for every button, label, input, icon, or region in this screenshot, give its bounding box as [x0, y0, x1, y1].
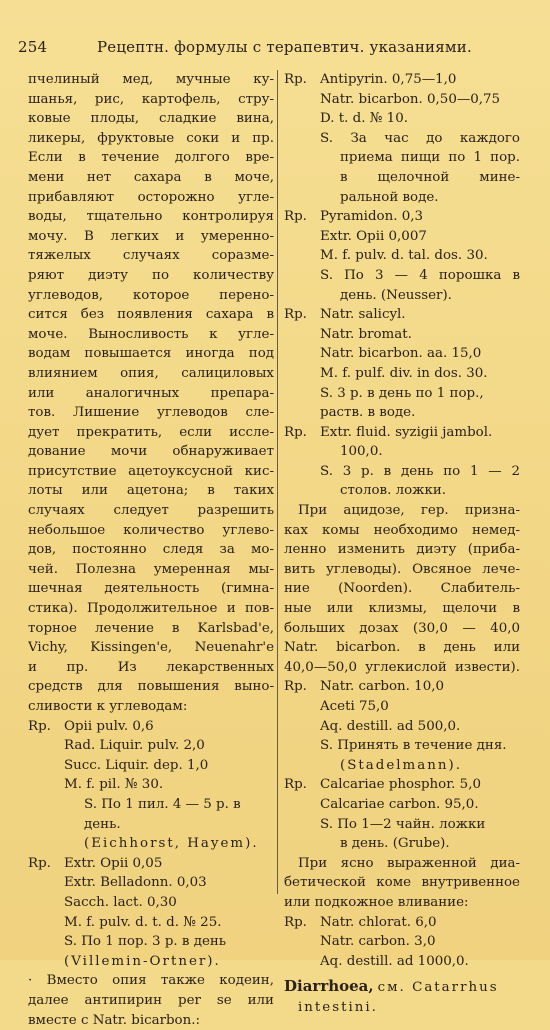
line-text: Aceti 75,0 [320, 699, 389, 714]
text-line [284, 619, 520, 639]
line-text: Natr. bicarbon. 0,50—0,75 [320, 92, 500, 107]
text-line [28, 579, 274, 599]
line-text: Succ. Liquir. dep. 1,0 [64, 758, 208, 773]
text-line [28, 364, 274, 384]
line-text: · Вместо опия также кодеин, [28, 973, 274, 988]
text-line [284, 148, 520, 168]
line-text: S. По 1 пор. 3 р. в день [64, 934, 226, 949]
line-text: Antipyrin. 0,75—1,0 [320, 72, 456, 87]
line-text: S. За час до каждого [320, 131, 520, 146]
line-text: приема пищи по 1 пор. [340, 150, 520, 165]
line-text: ленно изменить диэту (приба- [284, 542, 520, 557]
rp-marker: Rp. [284, 207, 320, 227]
text-line [28, 854, 274, 874]
line-text: шанья, рис, картофель, стру- [28, 92, 274, 107]
line-text: больших дозах (30,0 — 40,0 [284, 621, 520, 636]
line-text: лоты или ацетона; в таких [28, 483, 274, 498]
line-text: S. Принять в течение дня. [320, 738, 507, 753]
line-text: или аналогичных препара- [28, 386, 274, 401]
text-line [284, 70, 520, 90]
text-line [284, 207, 520, 227]
line-text: день. (Neusser). [340, 288, 452, 303]
text-line [284, 325, 520, 345]
text-line [28, 266, 274, 286]
line-text: вместе с Natr. bicarbon.: [28, 1013, 200, 1028]
text-line [284, 246, 520, 266]
text-line [284, 717, 520, 737]
left-column [28, 70, 274, 1030]
text-line [28, 246, 274, 266]
line-text: При ясно выраженной диа- [298, 856, 520, 871]
line-text: Vichy, Kissingen'e, Neuenahr'e [28, 640, 274, 655]
line-text: Pyramidon. 0,3 [320, 209, 423, 224]
text-line [284, 344, 520, 364]
line-text: или подкожное вливание: [284, 895, 469, 910]
text-line [28, 913, 274, 933]
text-line [284, 638, 520, 658]
text-line [28, 932, 274, 952]
text-line [28, 384, 274, 404]
text-line [28, 462, 274, 482]
text-line [28, 697, 274, 717]
text-line [28, 90, 274, 110]
text-line [284, 266, 520, 286]
text-line [284, 658, 520, 678]
entry-reference-continued: intestini. [284, 998, 520, 1018]
line-text: моче. Выносливость к угле- [28, 327, 274, 342]
text-line [284, 854, 520, 874]
text-line [28, 736, 274, 756]
text-line [284, 560, 520, 580]
text-line [28, 207, 274, 227]
rp-marker: Rp. [28, 717, 64, 737]
text-line [28, 129, 274, 149]
text-line [28, 991, 274, 1011]
text-line [284, 736, 520, 756]
line-text: присутствие ацетоуксусной кис- [28, 464, 274, 479]
line-text: (Stadelmann). [340, 758, 462, 773]
line-text: пчелиный мед, мучные ку- [28, 72, 274, 87]
line-text: ние (Noorden). Слабитель- [284, 581, 520, 596]
rp-marker: Rp. [284, 305, 320, 325]
text-line [284, 540, 520, 560]
text-line [28, 599, 274, 619]
text-line [28, 756, 274, 776]
line-text: воды, тщательно контролируя [28, 209, 274, 224]
line-text: M. f. pulv. d. t. d. № 25. [64, 915, 221, 930]
line-text: столов. ложки. [340, 483, 446, 498]
text-line [28, 775, 274, 795]
line-text: дование мочи обнаруживает [28, 444, 274, 459]
line-text: M. f. pil. № 30. [64, 777, 163, 792]
text-line [28, 1011, 274, 1030]
line-text: (Eichhorst, Hayem). [84, 836, 259, 851]
line-text: Aq. destill. ad 500,0. [320, 719, 460, 734]
rp-marker: Rp. [284, 775, 320, 795]
text-line [28, 893, 274, 913]
entry-headword: Diarrhoea, [284, 977, 374, 995]
rp-marker: Rp. [284, 423, 320, 443]
running-title: Рецептн. формулы с терапевтич. указаниями. [97, 38, 472, 56]
line-text: Natr. bromat. [320, 327, 412, 342]
line-text: M. f. pulv. d. tal. dos. 30. [320, 248, 488, 263]
line-text: Extr. Opii 0,007 [320, 229, 427, 244]
line-text: сится без появления сахара в [28, 307, 274, 322]
text-line [284, 442, 520, 462]
line-text: стика). Продолжительное и пов- [28, 601, 274, 616]
line-text: дует прекратить, если иссле- [28, 425, 274, 440]
text-line [28, 70, 274, 90]
text-line [28, 227, 274, 247]
text-line [28, 873, 274, 893]
line-text: мени нет сахара в моче, [28, 170, 274, 185]
text-line [284, 188, 520, 208]
line-text: Aq. destill. ad 1000,0. [320, 954, 469, 969]
text-line [284, 423, 520, 443]
line-text: сливости к углеводам: [28, 699, 187, 714]
text-line [284, 697, 520, 717]
text-line [284, 286, 520, 306]
line-text: ках комы необходимо немед- [284, 523, 520, 538]
line-text: мочу. В легких и умеренно- [28, 229, 274, 244]
text-line [28, 619, 274, 639]
line-text: Rad. Liquir. pulv. 2,0 [64, 738, 205, 753]
line-text: день. [84, 817, 121, 832]
text-line [284, 481, 520, 501]
text-line [28, 834, 274, 854]
line-text: торное лечение в Karlsbad'e, [28, 621, 274, 636]
text-line [28, 188, 274, 208]
line-text: и пр. Из лекарственных [28, 660, 274, 675]
line-text: случаях следует разрешить [28, 503, 274, 518]
text-line [284, 521, 520, 541]
line-text: D. t. d. № 10. [320, 111, 408, 126]
rp-marker: Rp. [28, 854, 64, 874]
right-column [284, 70, 520, 1018]
line-text: далее антипирин per se или [28, 993, 274, 1008]
line-text: ральной воде. [340, 190, 439, 205]
text-line [28, 481, 274, 501]
line-text: 100,0. [340, 444, 383, 459]
text-line [284, 599, 520, 619]
text-line [28, 109, 274, 129]
line-text: S. По 1 пил. 4 — 5 р. в [84, 797, 241, 812]
line-text: ковые плоды, сладкие вина, [28, 111, 274, 126]
text-line [28, 286, 274, 306]
line-text: Natr. bicarbon. в день или [284, 640, 520, 655]
text-line [284, 305, 520, 325]
text-line [284, 90, 520, 110]
text-line [28, 658, 274, 678]
text-line [28, 423, 274, 443]
text-line [284, 579, 520, 599]
line-text: Если в течение долгого вре- [28, 150, 274, 165]
line-text: При ацидозе, гер. призна- [298, 503, 520, 518]
line-text: S. По 1—2 чайн. ложки [320, 817, 485, 832]
line-text: Natr. chlorat. 6,0 [320, 915, 437, 930]
line-text: Extr. Belladonn. 0,03 [64, 875, 207, 890]
line-text: Sacch. lact. 0,30 [64, 895, 177, 910]
line-text: в щелочной мине- [340, 170, 520, 185]
text-line [284, 129, 520, 149]
line-text: шечная деятельность (гимна- [28, 581, 274, 596]
line-text: 40,0—50,0 углекислой извести). [284, 660, 520, 675]
text-line [28, 677, 274, 697]
line-text: Extr. fluid. syzigii jambol. [320, 425, 492, 440]
line-text: раств. в воде. [320, 405, 415, 420]
text-line [28, 325, 274, 345]
text-line [28, 442, 274, 462]
text-line [284, 815, 520, 835]
page-number: 254 [18, 38, 92, 56]
text-line [284, 756, 520, 776]
text-line [28, 148, 274, 168]
text-line [28, 403, 274, 423]
line-text: ные или клизмы, щелочи в [284, 601, 520, 616]
text-line [28, 795, 274, 815]
text-line [284, 227, 520, 247]
line-text: Natr. bicarbon. aa. 15,0 [320, 346, 481, 361]
line-text: в день. (Grube). [340, 836, 450, 851]
line-text: средств для повышения выно- [28, 679, 274, 694]
rp-marker: Rp. [284, 677, 320, 697]
line-text: S. 3 р. в день по 1 — 2 [320, 464, 520, 479]
text-line [284, 501, 520, 521]
line-text: Opii pulv. 0,6 [64, 719, 154, 734]
text-line [28, 305, 274, 325]
text-line [284, 677, 520, 697]
line-text: Natr. carbon. 3,0 [320, 934, 435, 949]
text-line [28, 521, 274, 541]
line-text: ликеры, фруктовые соки и пр. [28, 131, 274, 146]
line-text: S. По 3 — 4 порошка в [320, 268, 520, 283]
line-text: чей. Полезна умеренная мы- [28, 562, 274, 577]
text-line [28, 815, 274, 835]
line-text: тов. Лишение углеводов сле- [28, 405, 274, 420]
line-text: ряют диэту по количеству [28, 268, 274, 283]
line-text: небольшое количество углево- [28, 523, 274, 538]
page-header [18, 38, 530, 56]
line-text: S. 3 р. в день по 1 пор., [320, 386, 484, 401]
text-line [28, 717, 274, 737]
text-line [284, 109, 520, 129]
line-text: Calcariae phosphor. 5,0 [320, 777, 481, 792]
text-line [284, 795, 520, 815]
text-line [28, 952, 274, 972]
text-line [284, 364, 520, 384]
text-line [284, 932, 520, 952]
line-text: (Villemin-Ortner). [64, 954, 221, 969]
text-line [284, 384, 520, 404]
text-line [284, 952, 520, 972]
line-text: углеводов, которое перено- [28, 288, 274, 303]
line-text: водам повышается иногда под [28, 346, 274, 361]
line-text: прибавляют осторожно угле- [28, 190, 274, 205]
rp-marker: Rp. [284, 70, 320, 90]
line-text: бетической коме внутривенное [284, 875, 520, 890]
line-text: влиянием опия, салициловых [28, 366, 274, 381]
text-line [28, 501, 274, 521]
line-text: Calcariae carbon. 95,0. [320, 797, 479, 812]
text-line [284, 462, 520, 482]
line-text: Natr. salicyl. [320, 307, 406, 322]
text-line [28, 638, 274, 658]
text-line [284, 775, 520, 795]
text-line [28, 971, 274, 991]
index-entry [284, 977, 520, 998]
text-line [284, 403, 520, 423]
line-text: Extr. Opii 0,05 [64, 856, 162, 871]
text-line [284, 873, 520, 893]
text-line [28, 168, 274, 188]
column-divider [277, 70, 278, 894]
line-text: дов, постоянно следя за мо- [28, 542, 274, 557]
rp-marker: Rp. [284, 913, 320, 933]
line-text: M. f. pulf. div. in dos. 30. [320, 366, 488, 381]
line-text: тяжелых случаях соразме- [28, 248, 274, 263]
line-text: вить углеводы). Овсяное лече- [284, 562, 520, 577]
text-line [28, 560, 274, 580]
text-line [284, 913, 520, 933]
text-line [28, 344, 274, 364]
text-line [28, 540, 274, 560]
line-text: Natr. carbon. 10,0 [320, 679, 444, 694]
text-line [284, 893, 520, 913]
text-line [284, 168, 520, 188]
text-line [284, 834, 520, 854]
entry-reference: см. Catarrhus [378, 980, 499, 995]
